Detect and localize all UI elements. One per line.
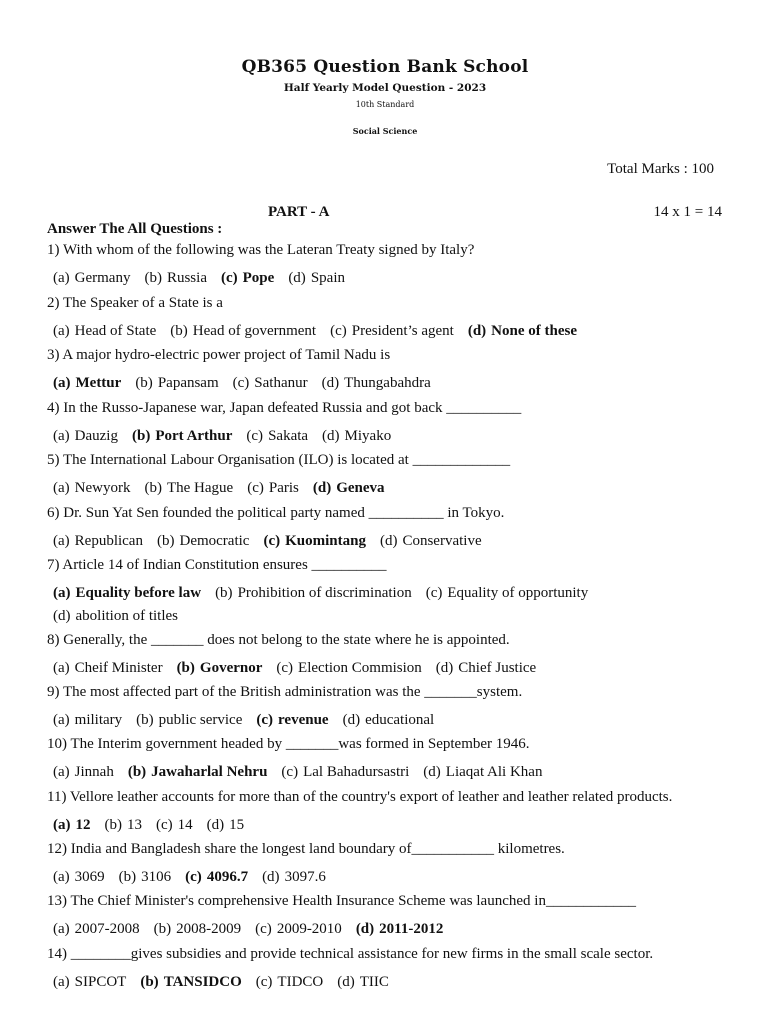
option-text: Jinnah [74,764,114,780]
option-text: Chief Justice [458,660,537,676]
question-number: 8) [47,632,64,648]
option-label: (a) [53,480,70,496]
option-label: (c) [156,817,173,833]
option-label: (c) [281,764,299,780]
question-text [47,400,521,417]
option-label: (c) [247,480,264,496]
option-text: Conservative [402,533,482,549]
options-row [53,375,445,392]
options-row [53,869,340,886]
question-body: With whom of the following was the Lateran Treaty signed by Italy? [62,242,475,258]
answer-option [263,533,366,550]
question-text [47,736,530,753]
option-label: (d) [312,480,332,496]
option-label: (a) [53,974,70,990]
answer-option [128,764,268,781]
options-row [53,974,403,991]
option-label: (c) [232,375,250,391]
option-text: Equality of opportunity [447,585,589,601]
answer-option [53,585,201,602]
option [337,974,389,991]
question-number: 7) [47,557,63,573]
option-label: (a) [53,712,70,728]
standard-label: 10th Standard [355,100,415,109]
option [119,869,172,886]
option-text: Thungabahdra [344,375,431,391]
option-text: 14 [177,817,193,833]
question-number: 4) [47,400,64,416]
option-text: The Hague [166,480,234,496]
option-label: (b) [104,817,122,833]
option [247,480,299,497]
option-text: Sakata [268,428,309,444]
option-text: TIDCO [277,974,324,990]
option [53,608,178,625]
option-label: (d) [322,428,340,444]
option-label: (d) [355,921,375,937]
option-label: (d) [262,869,280,885]
question-text [47,841,565,858]
option-label: (a) [53,375,71,391]
option-label: (a) [53,323,70,339]
option-text: 2008-2009 [176,921,242,937]
question-text [47,347,390,364]
option-text: Lal Bahadursastri [303,764,410,780]
options-row [53,480,399,497]
options-row [53,660,550,677]
option [322,428,391,445]
option [343,712,435,729]
option-text: Governor [199,660,263,676]
school-name: QB365 Question Bank School [241,57,529,77]
option [105,817,143,834]
option-label: (c) [263,533,281,549]
question-text [47,557,387,574]
option-label: (a) [53,533,70,549]
subject-label: Social Science [352,126,418,136]
option-label: (c) [330,323,347,339]
option-text: public service [158,712,243,728]
question-body: A major hydro-electric power project of Tamil Nadu is [62,347,391,363]
option [246,428,308,445]
option-text: Geneva [336,480,385,496]
option-text: 15 [229,817,245,833]
question-text [47,505,504,522]
option-text: Mettur [75,375,122,391]
question-body: India and Bangladesh share the longest land boundary of___________ kilometres. [70,841,565,857]
option [288,270,345,287]
option [276,660,421,677]
option [380,533,482,550]
option [144,270,207,287]
option [53,323,156,340]
part-title: PART - A [268,204,330,220]
answer-option [221,270,274,287]
option [215,585,412,602]
option-label: (b) [136,712,154,728]
option-text: Spain [310,270,345,286]
option [53,869,105,886]
question-text [47,295,223,312]
option [53,712,122,729]
option-text: Port Arthur [155,428,233,444]
answer-option [53,817,91,834]
option [256,974,323,991]
option-text: None of these [491,323,577,339]
answer-option [356,921,444,938]
instruction: Answer The All Questions : [47,221,223,237]
option-text: TIIC [359,974,389,990]
answer-option [313,480,385,497]
option-label: (d) [337,974,355,990]
question-text [47,242,474,259]
question-body: Vellore leather accounts for more than of the country's export of leather and leather related products. [69,789,673,805]
question-number: 1) [47,242,63,258]
option-label: (b) [135,375,153,391]
option-text: Russia [166,270,207,286]
option-text: 12 [75,817,91,833]
option-text: Kuomintang [285,533,366,549]
question-body: The Speaker of a State is a [62,295,223,311]
option-text: military [74,712,123,728]
option-label: (b) [118,869,137,885]
option [255,921,342,938]
option [207,817,245,834]
option-label: (c) [256,712,274,728]
question-body: The Chief Minister's comprehensive Health Insurance Scheme was launched in____________ [70,893,636,909]
question-text [47,684,522,701]
option-text: Papansam [157,375,219,391]
option [330,323,454,340]
options-row [53,428,405,445]
option-text: abolition of titles [75,608,178,624]
option-text: SIPCOT [74,974,127,990]
option [233,375,308,392]
option [135,375,218,392]
option-text: Equality before law [75,585,202,601]
answer-option [53,375,121,392]
option [170,323,316,340]
question-text [47,946,653,963]
question-number: 2) [47,295,63,311]
option-label: (b) [153,921,172,937]
option-label: (a) [53,428,70,444]
option-text: Newyork [74,480,131,496]
option-label: (c) [220,270,238,286]
option-text: revenue [278,712,329,728]
option-text: 3069 [74,869,105,885]
option-text: Pope [242,270,275,286]
question-text [47,789,672,806]
options-row [53,817,258,834]
total-marks: Total Marks : 100 [607,161,714,177]
option [262,869,326,886]
option-label: (b) [144,270,162,286]
option [154,921,242,938]
answer-option [132,428,232,445]
option [144,480,233,497]
option-label: (b) [215,585,233,601]
option-label: (d) [206,817,225,833]
question-body: The Interim government headed by _______was formed in September 1946. [70,736,530,752]
option-text: 4096.7 [206,869,249,885]
option [53,764,114,781]
question-body: Article 14 of Indian Constitution ensures __________ [62,557,387,573]
option-text: TANSIDCO [163,974,242,990]
options-row [53,323,591,340]
question-number: 13) [47,893,71,909]
option [157,533,249,550]
option-label: (d) [53,608,71,624]
option [136,712,242,729]
option-text: 13 [127,817,142,833]
option-text: Republican [74,533,143,549]
option-label: (a) [53,585,71,601]
options-row [53,712,448,729]
question-text [47,452,510,469]
option-label: (b) [176,660,195,676]
option [53,480,130,497]
option [53,428,118,445]
option-label: (b) [127,764,147,780]
option-label: (c) [276,660,294,676]
option-label: (a) [53,764,70,780]
option-text: Paris [268,480,299,496]
part-marks: 14 x 1 = 14 [653,204,722,220]
option-text: Prohibition of discrimination [237,585,412,601]
answer-option [468,323,577,340]
option-label: (d) [423,764,441,780]
question-body: The International Labour Organisation (ILO) is located at _____________ [62,452,511,468]
option [426,585,588,602]
answer-option [185,869,248,886]
options-row [53,764,556,781]
option-text: Dauzig [74,428,118,444]
question-number: 12) [47,841,71,857]
option [156,817,193,834]
question-body: ________gives subsidies and provide technical assistance for new firms in the small scale sector. [70,946,654,962]
option-text: educational [365,712,435,728]
option [53,270,130,287]
option-text: 3097.6 [284,869,326,885]
options-row [53,533,496,550]
question-body: In the Russo-Japanese war, Japan defeated Russia and got back __________ [63,400,522,416]
question-text [47,632,510,649]
option [53,921,140,938]
option [436,660,536,677]
option-label: (d) [288,270,306,286]
option-text: Democratic [179,533,250,549]
option-label: (b) [131,428,151,444]
question-number: 3) [47,347,63,363]
option [53,533,143,550]
option-text: Election Commision [298,660,422,676]
options-row [53,585,602,602]
option-label: (d) [467,323,487,339]
option-text: Miyako [344,428,392,444]
answer-option [256,712,328,729]
option-text: Head of State [74,323,157,339]
option [322,375,431,392]
option-label: (a) [53,660,70,676]
option-label: (a) [53,921,70,937]
option-label: (d) [435,660,454,676]
answer-option [177,660,263,677]
option [53,660,163,677]
option-text: 3106 [141,869,172,885]
option-text: 2011-2012 [379,921,444,937]
answer-option [140,974,241,991]
option-label: (c) [246,428,264,444]
question-number: 6) [47,505,64,521]
option-label: (c) [255,974,273,990]
question-body: Generally, the _______ does not belong to the state where he is appointed. [63,632,510,648]
option-label: (b) [144,480,162,496]
option-label: (d) [379,533,398,549]
option-label: (d) [321,375,340,391]
question-number: 9) [47,684,63,700]
option-text: Germany [74,270,131,286]
question-number: 14) [47,946,71,962]
option-label: (b) [156,533,175,549]
option [281,764,409,781]
options-row [53,270,359,287]
option-label: (c) [255,921,272,937]
question-body: The most affected part of the British administration was the _______system. [62,684,523,700]
option-text: Jawaharlal Nehru [151,764,268,780]
options-row [53,921,457,938]
question-number: 5) [47,452,63,468]
option-text: Cheif Minister [74,660,163,676]
question-text [47,893,636,910]
option-label: (b) [140,974,159,990]
question-number: 10) [47,736,71,752]
option-label: (a) [53,270,70,286]
question-body: Dr. Sun Yat Sen founded the political party named __________ in Tokyo. [63,505,505,521]
option-text: Liaqat Ali Khan [445,764,543,780]
option-text: 2009-2010 [276,921,342,937]
option-text: 2007-2008 [74,921,140,937]
option-label: (a) [53,869,70,885]
question-number: 11) [47,789,70,805]
options-row [53,608,192,625]
option-label: (c) [185,869,202,885]
option-label: (a) [53,817,71,833]
exam-title: Half Yearly Model Question - 2023 [283,82,487,94]
option-label: (c) [425,585,443,601]
option-text: President’s agent [351,323,454,339]
option-text: Head of government [192,323,317,339]
option [53,974,126,991]
option-label: (d) [342,712,361,728]
option [423,764,542,781]
option-label: (b) [170,323,188,339]
option-text: Sathanur [254,375,308,391]
